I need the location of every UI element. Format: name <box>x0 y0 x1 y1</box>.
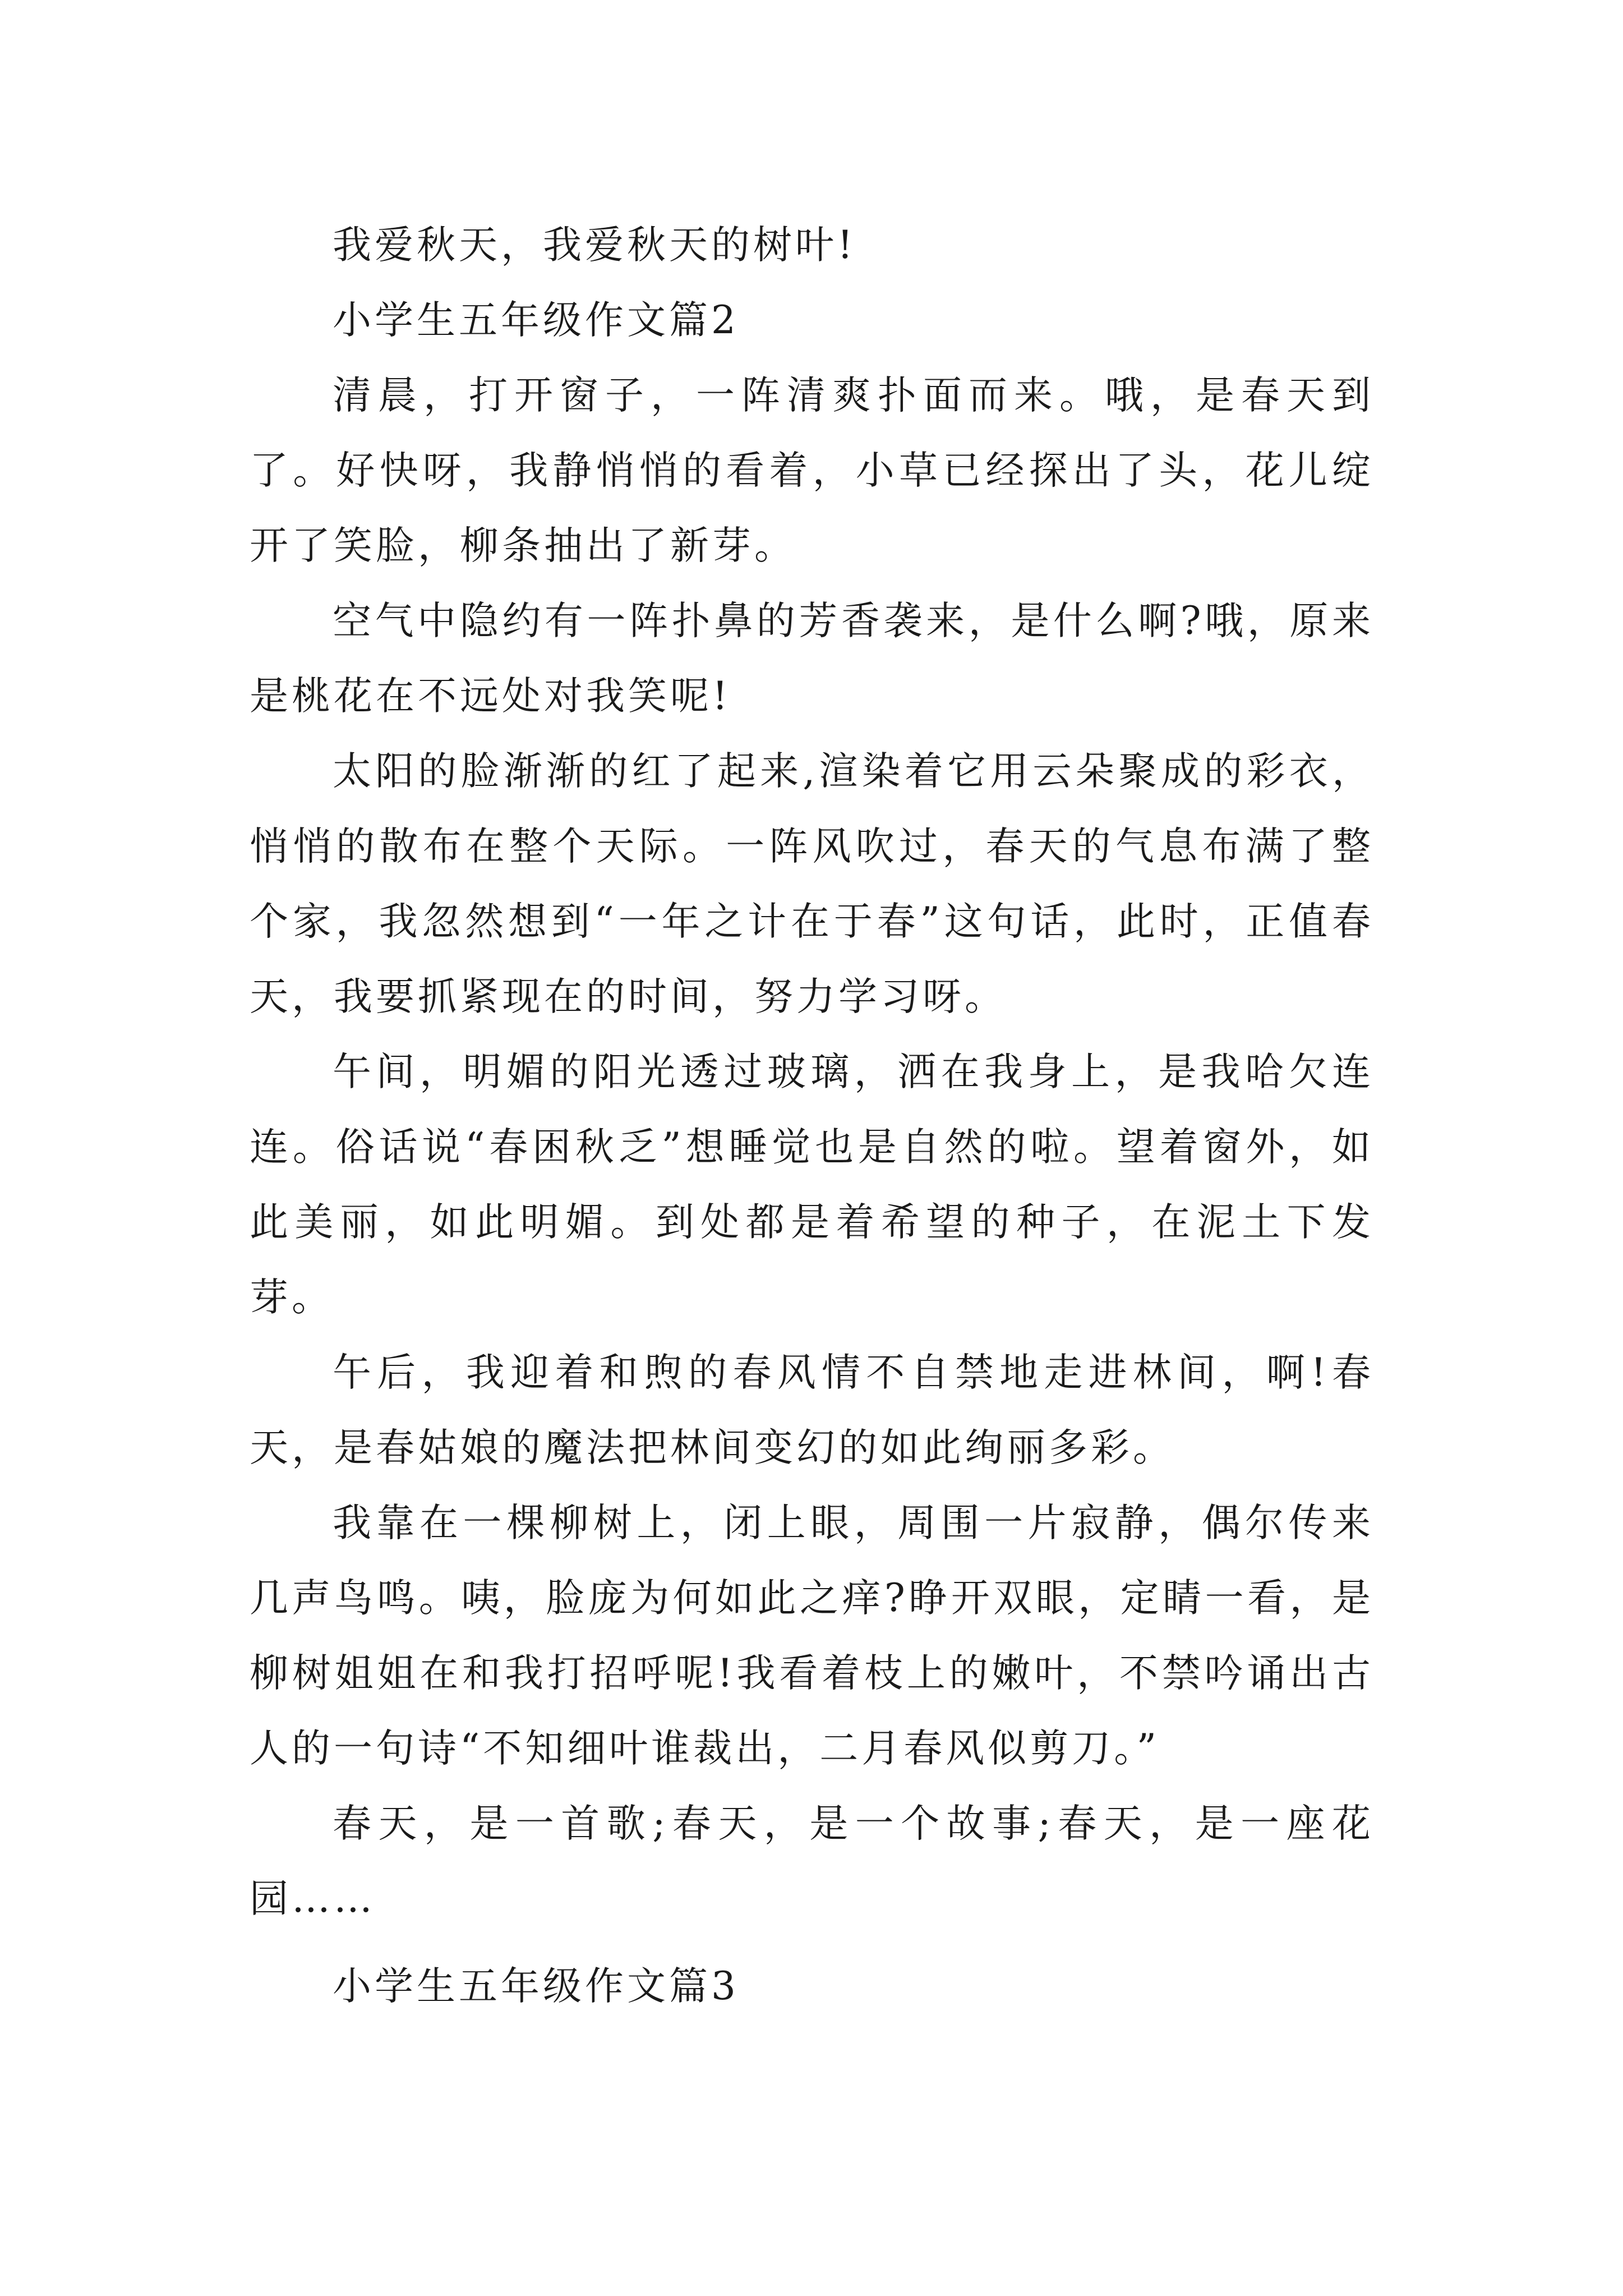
paragraph-noon: 午间，明媚的阳光透过玻璃，洒在我身上，是我哈欠连连。俗话说“春困秋乏”想睡觉也是自然的啦。望着窗外，如此美丽，如此明媚。到处都是着希望的种子，在泥土下发芽。 <box>250 1050 1374 1320</box>
paragraph-willow: 我靠在一棵柳树上，闭上眼，周围一片寂静，偶尔传来几声鸟鸣。咦，脸庞为何如此之痒?睁开双眼，定睛一看，是柳树姐姐在和我打招呼呢!我看着枝上的嫩叶，不禁吟诵出古人的一句诗“不知细叶谁裁出，二月春风似剪刀。” <box>250 1501 1374 1771</box>
paragraph-spring-song: 春天，是一首歌;春天，是一个故事;春天，是一座花园…… <box>250 1801 1374 1921</box>
paragraph-closing-autumn: 我爱秋天，我爱秋天的树叶! <box>333 223 856 268</box>
paragraph-peach-blossom: 空气中隐约有一阵扑鼻的芳香袭来，是什么啊?哦，原来是桃花在不远处对我笑呢! <box>250 599 1374 719</box>
section-heading-2: 小学生五年级作文篇2 <box>333 298 739 343</box>
paragraph-sun: 太阳的脸渐渐的红了起来,渲染着它用云朵聚成的彩衣，悄悄的散布在整个天际。一阵风吹过，春天的气息布满了整个家，我忽然想到“一年之计在于春”这句话，此时，正值春天，我要抓紧现在的时间，努力学习呀。 <box>250 749 1374 1019</box>
paragraph-afternoon: 午后，我迎着和煦的春风情不自禁地走进林间，啊!春天，是春姑娘的魔法把林间变幻的如此绚丽多彩。 <box>250 1350 1374 1470</box>
section-heading-3: 小学生五年级作文篇3 <box>333 1964 739 2009</box>
paragraph-morning: 清晨，打开窗子，一阵清爽扑面而来。哦，是春天到了。好快呀，我静悄悄的看着，小草已经探出了头，花儿绽开了笑脸，柳条抽出了新芽。 <box>250 373 1374 568</box>
document-body <box>250 208 1374 2024</box>
